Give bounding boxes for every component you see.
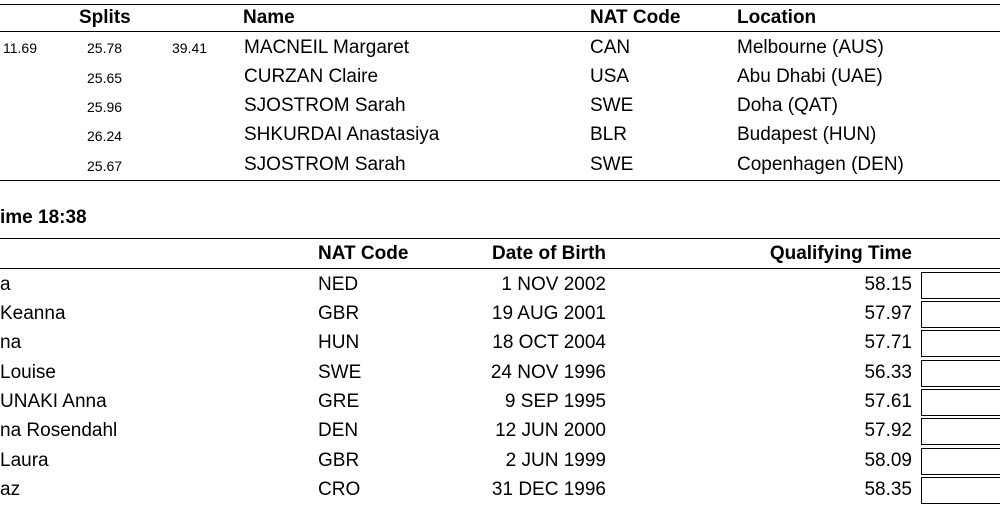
name-header: Name: [243, 7, 295, 28]
location: Abu Dhabi (UAE): [737, 66, 883, 87]
date-of-birth: 1 NOV 2002: [501, 274, 606, 295]
nat-code-header: NAT Code: [590, 7, 681, 28]
nat-code: CAN: [590, 37, 631, 58]
date-of-birth: 18 OCT 2004: [492, 332, 606, 353]
dob-header: Date of Birth: [492, 243, 606, 264]
nat-code: NED: [318, 274, 359, 295]
nat-code: HUN: [318, 332, 360, 353]
date-of-birth: 9 SEP 1995: [504, 391, 606, 412]
nat-code: SWE: [590, 95, 634, 116]
location: Copenhagen (DEN): [737, 154, 904, 175]
result-box: [921, 360, 1000, 387]
qualifying-time: 58.09: [864, 450, 912, 471]
result-box: [921, 477, 1000, 504]
swimmer-name: SJOSTROM Sarah: [244, 154, 406, 175]
date-of-birth: 2 JUN 1999: [505, 450, 606, 471]
result-box: [921, 272, 1000, 299]
date-of-birth: 12 JUN 2000: [495, 420, 606, 441]
nat-code: CRO: [318, 479, 361, 500]
entries-header-rule: [0, 268, 1000, 269]
swimmer-name: Keanna: [0, 303, 66, 324]
nat-code: GBR: [318, 450, 360, 471]
swimmer-name: na: [0, 332, 22, 353]
result-box: [921, 301, 1000, 328]
split-2: 26.24: [87, 128, 123, 144]
swimmer-name: az: [0, 479, 21, 500]
nat-code: SWE: [590, 154, 634, 175]
nat-code: SWE: [318, 362, 362, 383]
split-2: 25.78: [87, 40, 123, 56]
split-3: 39.41: [172, 40, 208, 56]
swimmer-name: Louise: [0, 362, 56, 383]
qualifying-time-header: Qualifying Time: [769, 243, 912, 264]
records-top-rule: [0, 4, 1000, 5]
qualifying-time: 56.33: [864, 362, 912, 383]
split-2: 25.67: [87, 158, 123, 174]
nat-code-header: NAT Code: [318, 243, 409, 264]
qualifying-time: 58.35: [864, 479, 912, 500]
location: Doha (QAT): [737, 95, 839, 116]
date-of-birth: 19 AUG 2001: [491, 303, 606, 324]
swimmer-name: SHKURDAI Anastasiya: [244, 124, 440, 145]
nat-code: DEN: [318, 420, 359, 441]
swimmer-name: na Rosendahl: [0, 420, 118, 441]
nat-code: GBR: [318, 303, 360, 324]
result-box: [921, 330, 1000, 357]
result-box: [921, 448, 1000, 475]
swimmer-name: Laura: [0, 450, 49, 471]
split-2: 25.65: [87, 70, 123, 86]
split-2: 25.96: [87, 99, 123, 115]
records-header-rule: [0, 31, 1000, 32]
swimmer-name: UNAKI Anna: [0, 391, 107, 412]
entries-top-rule: [0, 238, 1000, 239]
date-of-birth: 31 DEC 1996: [491, 479, 606, 500]
swimmer-name: MACNEIL Margaret: [244, 37, 410, 58]
nat-code: USA: [590, 66, 630, 87]
result-box: [921, 389, 1000, 416]
section-title: ime 18:38: [0, 207, 87, 228]
nat-code: BLR: [590, 124, 627, 145]
qualifying-time: 57.71: [864, 332, 912, 353]
location: Melbourne (AUS): [737, 37, 884, 58]
result-box: [921, 418, 1000, 445]
splits-header: Splits: [79, 7, 131, 28]
location-header: Location: [737, 7, 817, 28]
swimmer-name: CURZAN Claire: [244, 66, 379, 87]
qualifying-time: 58.15: [864, 274, 912, 295]
nat-code: GRE: [318, 391, 360, 412]
qualifying-time: 57.61: [864, 391, 912, 412]
qualifying-time: 57.92: [864, 420, 912, 441]
location: Budapest (HUN): [737, 124, 877, 145]
date-of-birth: 24 NOV 1996: [490, 362, 606, 383]
split-1: 11.69: [3, 40, 37, 56]
qualifying-time: 57.97: [864, 303, 912, 324]
swimmer-name: a: [0, 274, 11, 295]
records-bottom-rule: [0, 180, 1000, 181]
swimmer-name: SJOSTROM Sarah: [244, 95, 406, 116]
